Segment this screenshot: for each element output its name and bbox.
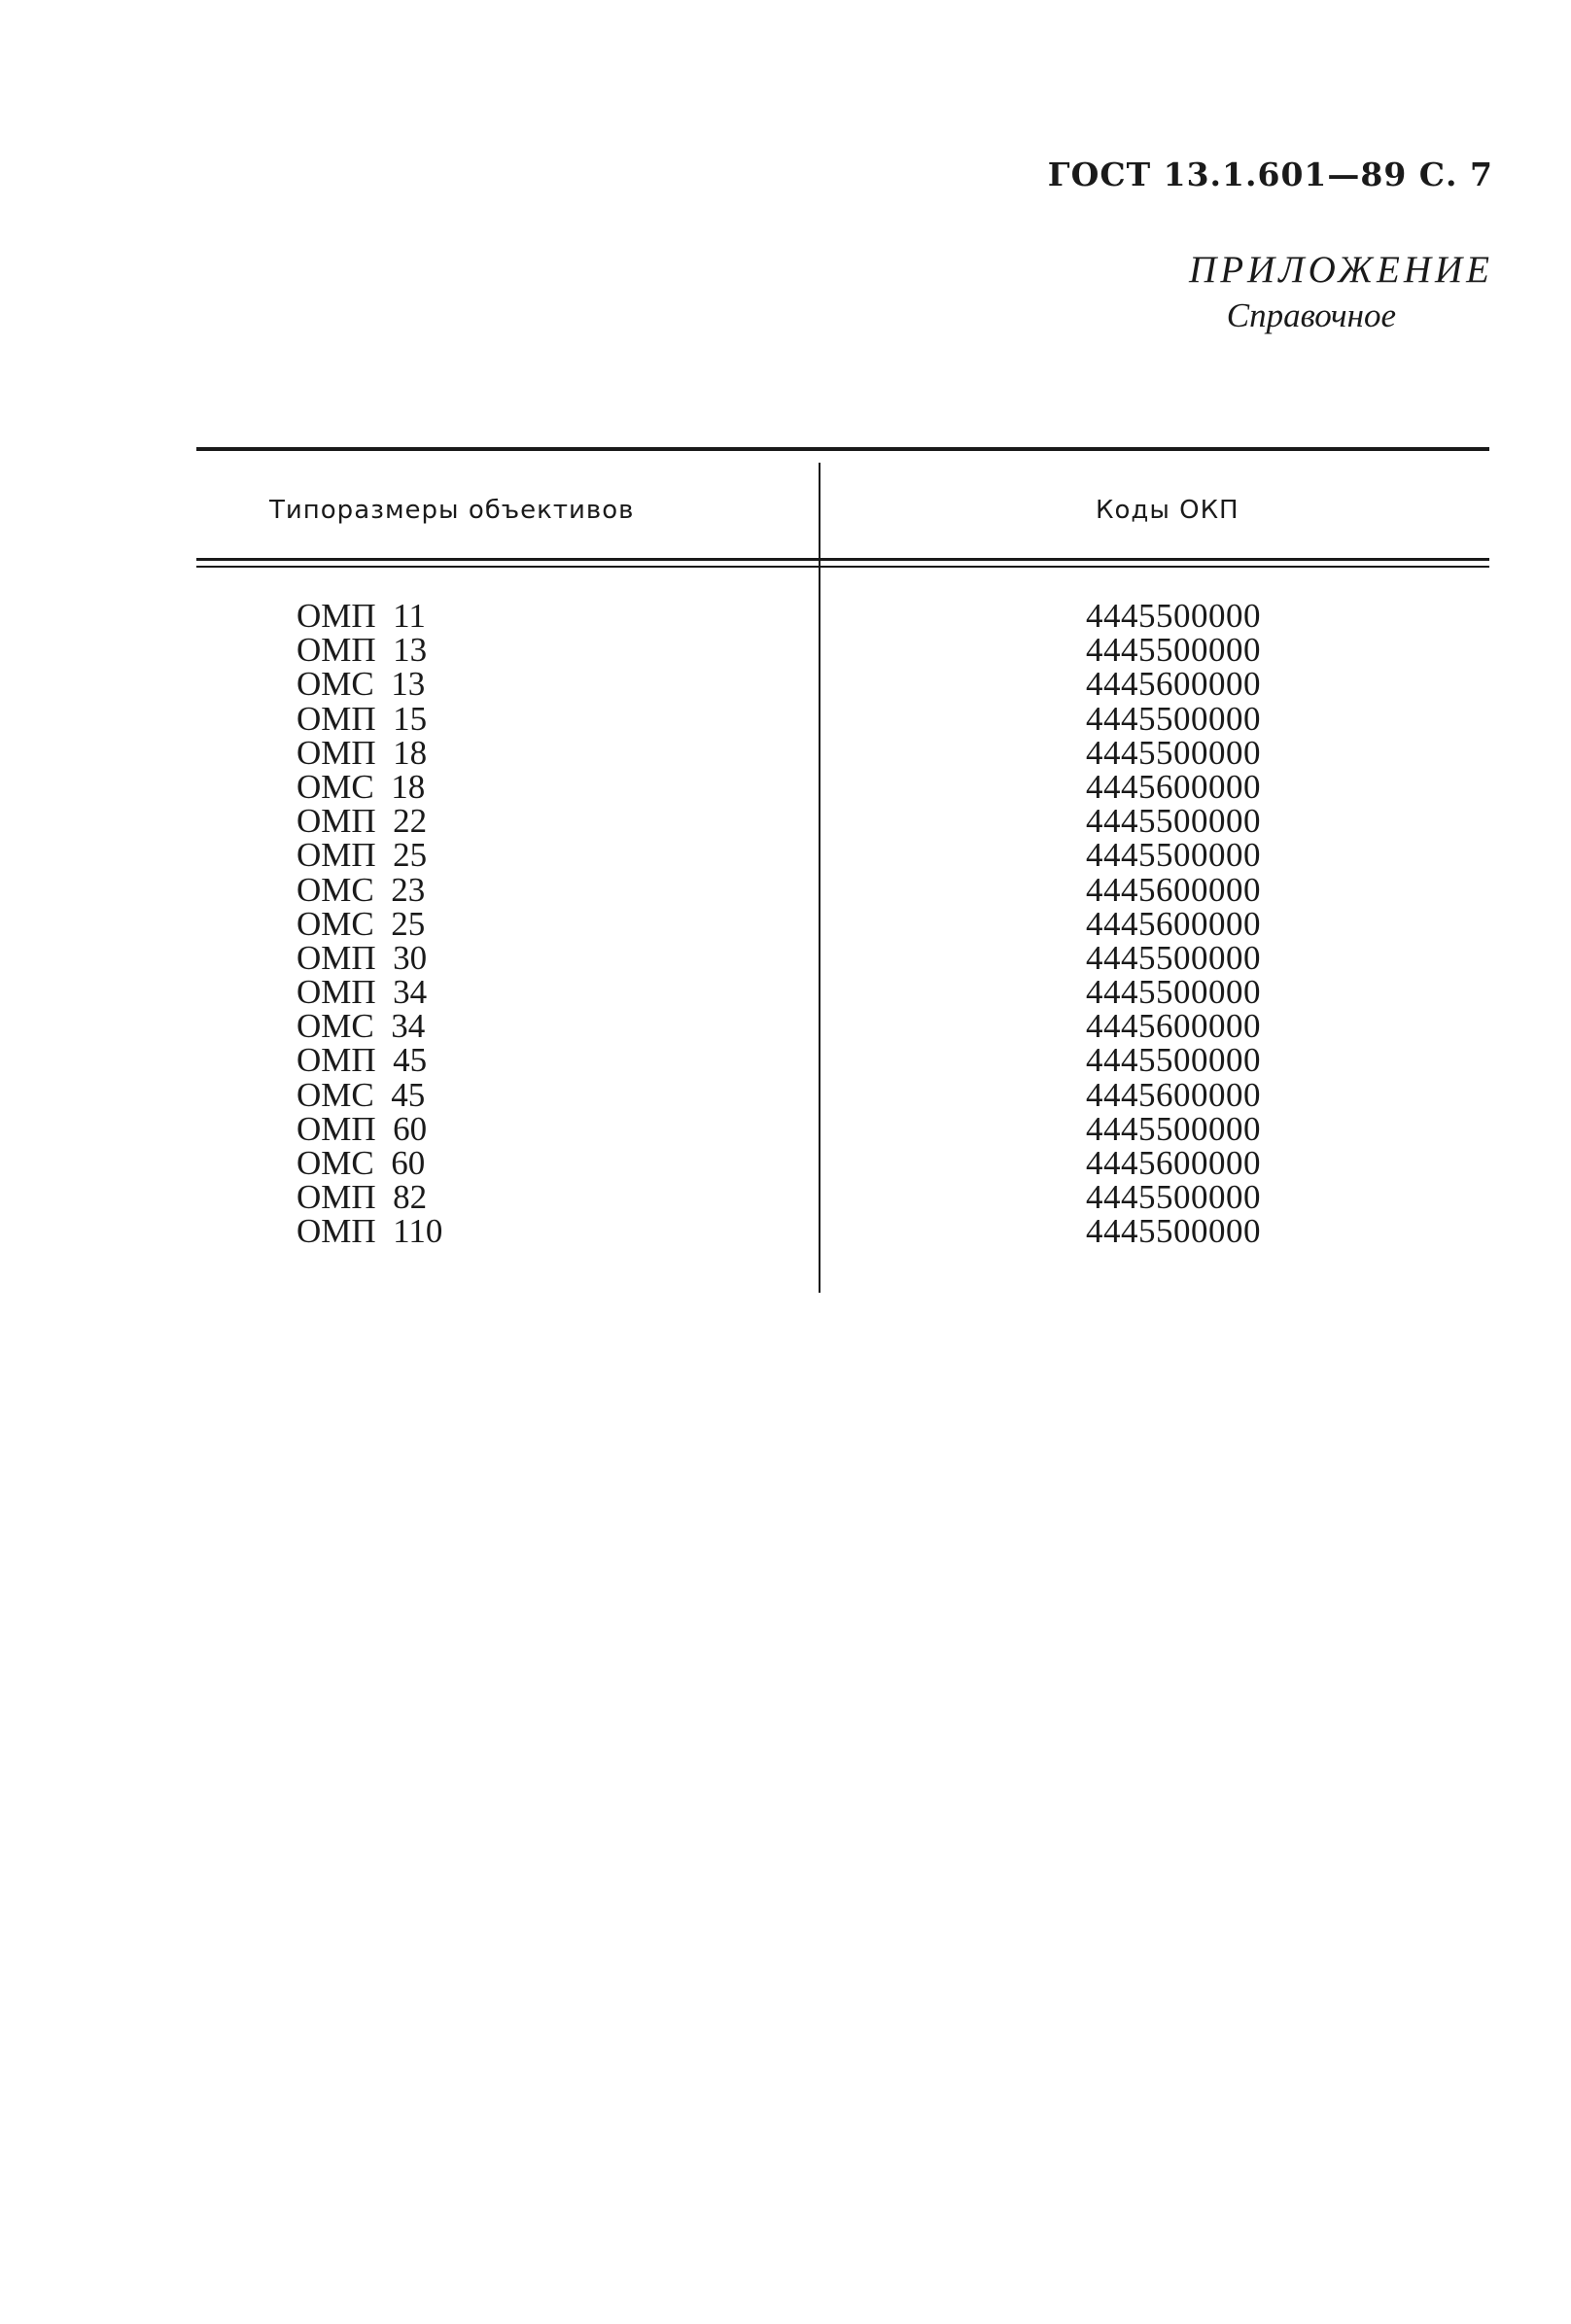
lens-size-cell: ОМП 30 <box>297 938 428 977</box>
lens-size-cell: ОМП 34 <box>297 973 428 1012</box>
okp-code-cell: 4445600000 <box>1086 665 1261 704</box>
table-row <box>196 836 1489 875</box>
appendix-title: ПРИЛОЖЕНИЕ <box>1189 249 1493 291</box>
okp-code-cell: 4445600000 <box>1086 1144 1261 1182</box>
column-header-lens-sizes: Типоразмеры объективов <box>269 496 635 525</box>
okp-code-cell: 4445500000 <box>1086 597 1261 635</box>
lens-size-cell: ОМП 25 <box>297 836 428 875</box>
table-row <box>196 1075 1489 1114</box>
page-header: ГОСТ 13.1.601—89 С. 7 <box>1047 156 1493 193</box>
table-row <box>196 665 1489 704</box>
lens-size-cell: ОМП 110 <box>297 1212 443 1251</box>
table-row <box>196 938 1489 977</box>
lens-size-cell: ОМП 15 <box>297 699 428 738</box>
okp-code-cell: 4445600000 <box>1086 1075 1261 1114</box>
table-row <box>196 599 1489 633</box>
table-row <box>196 733 1489 772</box>
okp-code-cell: 4445500000 <box>1086 1041 1261 1080</box>
lens-size-cell: ОМС 13 <box>297 665 426 704</box>
table-row <box>196 1146 1489 1180</box>
okp-code-cell: 4445500000 <box>1086 699 1261 738</box>
lens-size-cell: ОМС 34 <box>297 1007 426 1046</box>
lens-size-cell: ОМС 45 <box>297 1075 426 1114</box>
okp-code-cell: 4445500000 <box>1086 802 1261 841</box>
okp-code-cell: 4445500000 <box>1086 631 1261 670</box>
lens-size-cell: ОМП 60 <box>297 1109 428 1148</box>
header-rule <box>196 558 1489 561</box>
okp-code-cell: 4445600000 <box>1086 904 1261 943</box>
appendix-subtitle: Справочное <box>1226 296 1396 334</box>
okp-codes-table <box>196 447 1489 1293</box>
table-row <box>196 973 1489 1012</box>
table-row <box>196 870 1489 909</box>
okp-code-cell: 4445500000 <box>1086 733 1261 772</box>
okp-code-cell: 4445600000 <box>1086 767 1261 806</box>
okp-code-cell: 4445500000 <box>1086 973 1261 1012</box>
table-row <box>196 802 1489 841</box>
table-top-rule <box>196 447 1489 451</box>
table-row <box>196 1109 1489 1148</box>
header-rule-double <box>196 566 1489 568</box>
lens-size-cell: ОМП 18 <box>297 733 428 772</box>
okp-code-cell: 4445500000 <box>1086 836 1261 875</box>
table-row <box>196 904 1489 943</box>
column-header-okp-codes: Коды ОКП <box>1096 496 1239 525</box>
table-row <box>196 1178 1489 1217</box>
lens-size-cell: ОМС 25 <box>297 904 426 943</box>
table-body <box>196 599 1489 1249</box>
table-row <box>196 699 1489 738</box>
lens-size-cell: ОМП 13 <box>297 631 428 670</box>
lens-size-cell: ОМП 11 <box>297 597 426 635</box>
lens-size-cell: ОМС 60 <box>297 1144 426 1182</box>
table-row <box>196 631 1489 670</box>
lens-size-cell: ОМС 18 <box>297 767 426 806</box>
table-row <box>196 767 1489 806</box>
okp-code-cell: 4445500000 <box>1086 1109 1261 1148</box>
okp-code-cell: 4445500000 <box>1086 938 1261 977</box>
okp-code-cell: 4445500000 <box>1086 1212 1261 1251</box>
table-row <box>196 1212 1489 1251</box>
okp-code-cell: 4445500000 <box>1086 1178 1261 1217</box>
table-row <box>196 1041 1489 1080</box>
okp-code-cell: 4445600000 <box>1086 870 1261 909</box>
lens-size-cell: ОМП 22 <box>297 802 428 841</box>
okp-code-cell: 4445600000 <box>1086 1007 1261 1046</box>
table-row <box>196 1007 1489 1046</box>
lens-size-cell: ОМС 23 <box>297 870 426 909</box>
lens-size-cell: ОМП 82 <box>297 1178 428 1217</box>
lens-size-cell: ОМП 45 <box>297 1041 428 1080</box>
